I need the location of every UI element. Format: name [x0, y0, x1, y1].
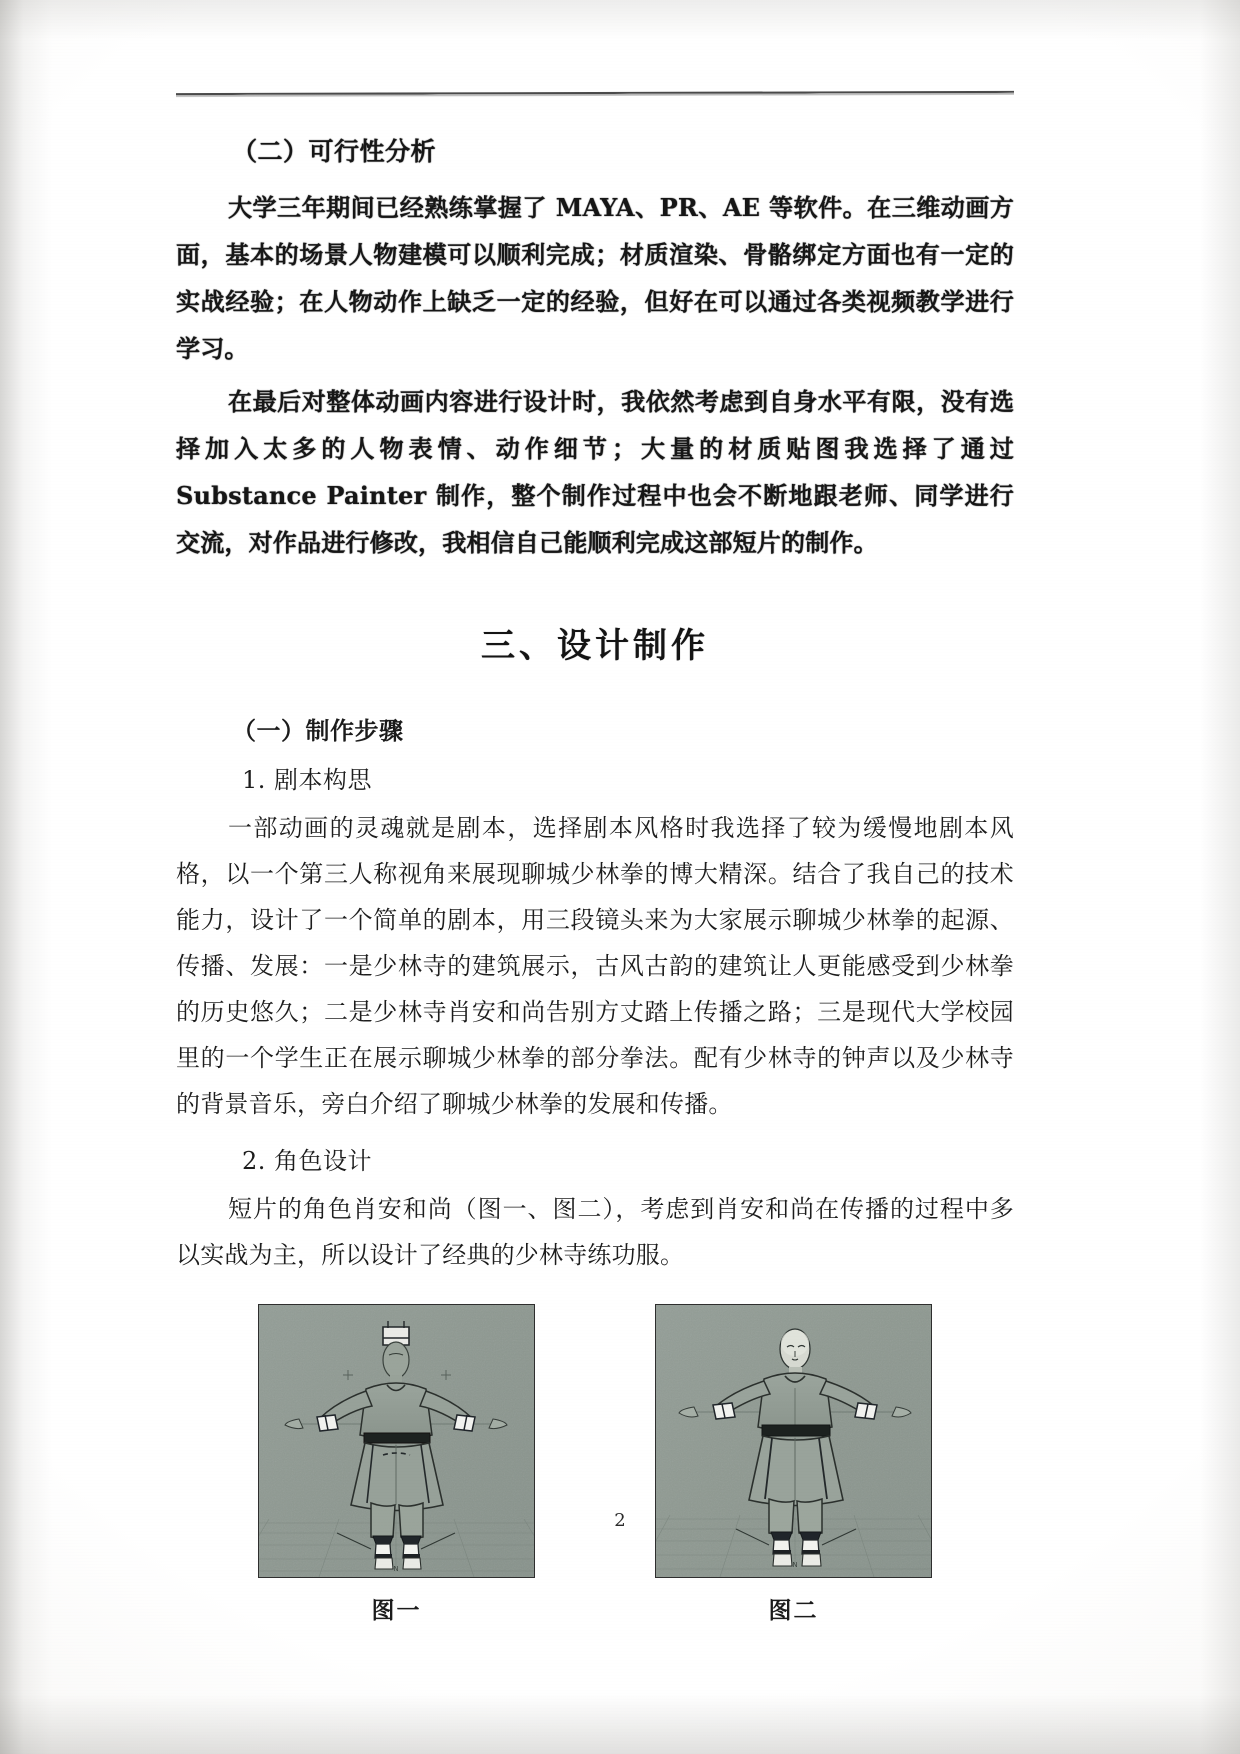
scan-edge-right	[1200, 0, 1240, 1754]
page-content	[176, 92, 1014, 1625]
figure-one-caption: 图一	[371, 1598, 422, 1624]
subsection-heading-character-design: 2. 角色设计	[242, 1147, 373, 1175]
character-model-figure-two	[656, 1305, 931, 1577]
scan-edge-top	[0, 0, 1240, 40]
page-number: 2	[614, 1510, 626, 1531]
character-model-figure-one	[259, 1305, 534, 1577]
paragraph-feasibility-2: 在最后对整体动画内容进行设计时，我依然考虑到自身水平有限，没有选择加入太多的人物表情、动作细节；大量的材质贴图我选择了通过 Substance Painter 制作，整个制作过程中也会不断地跟老师、同学进行交流，对作品进行修改，我相信自己能顺利完成这部短片的制作。	[176, 387, 1014, 557]
main-heading-design-production: 三、设计制作	[481, 626, 709, 666]
subsection-heading-script-conception: 1. 剧本构思	[242, 766, 373, 794]
section-feasibility	[176, 132, 1014, 566]
svg-text:N: N	[792, 1561, 798, 1569]
section-heading-feasibility: （二）可行性分析	[232, 137, 437, 166]
paragraph-script-conception-1: 一部动画的灵魂就是剧本，选择剧本风格时我选择了较为缓慢地剧本风格，以一个第三人称视角来展现聊城少林拳的博大精深。结合了我自己的技术能力，设计了一个简单的剧本，用三段镜头来为大家展示聊城少林拳的起源、传播、发展：一是少林寺的建筑展示，古风古韵的建筑让人更能感受到少林拳的历史悠久；二是少林寺肖安和尚告别方丈踏上传播之路；三是现代大学校园里的一个学生正在展示聊城少林拳的部分拳法。配有少林寺的钟声以及少林寺的背景音乐，旁白介绍了聊城少林拳的发展和传播。	[176, 814, 1014, 1118]
paragraph-feasibility-1: 大学三年期间已经熟练掌握了 MAYA、PR、AE 等软件。在三维动画方面，基本的场景人物建模可以顺利完成；材质渲染、骨骼绑定方面也有一定的实战经验；在人物动作上缺乏一定的经验，但好在可以通过各类视频教学进行学习。	[176, 193, 1014, 363]
section-heading-production-steps: （一）制作步骤	[232, 717, 404, 745]
paragraph-character-design-1: 短片的角色肖安和尚（图一、图二），考虑到肖安和尚在传播的过程中多以实战为主，所以设计了经典的少林寺练功服。	[176, 1195, 1014, 1269]
figure-one	[258, 1304, 535, 1625]
figure-two-frame	[655, 1304, 932, 1578]
scan-edge-bottom	[0, 1694, 1240, 1754]
figure-two-caption: 图二	[768, 1598, 819, 1624]
figure-group	[176, 1304, 1014, 1625]
figure-one-frame	[258, 1304, 535, 1578]
subsection-character-design	[176, 1141, 1014, 1278]
header-rule	[176, 91, 1014, 97]
svg-text:N: N	[393, 1565, 399, 1573]
figure-two	[655, 1304, 932, 1625]
subsection-script-conception	[176, 760, 1014, 1127]
scan-edge-left	[0, 0, 52, 1754]
